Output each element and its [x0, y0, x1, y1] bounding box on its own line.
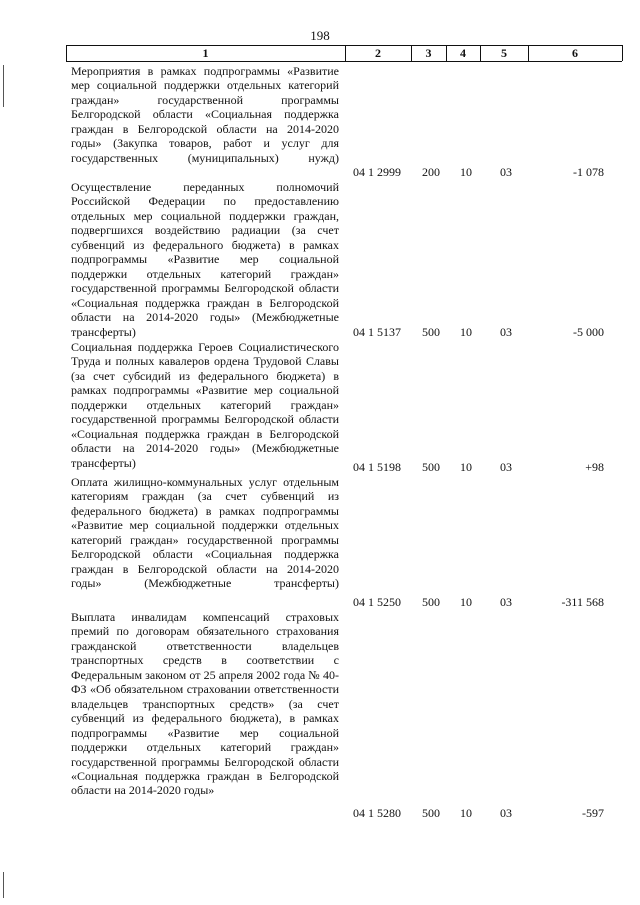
row-pr: 03	[500, 460, 512, 474]
row-description: Социальная поддержка Героев Социалистического Труда и полных кавалеров ордена Трудовой Славы (за счет субсидий из федерального бюджета) в рамках подпрограммы «Развитие мер социальной поддержки отдельных категорий граждан» государственной программы Белгородской области «Социальная поддержка граждан в Белгородской области на 2014-2020 годы» (Межбюджетные трансферты)	[71, 340, 339, 470]
row-code: 04 1 5280	[353, 806, 401, 820]
header-col-4: 4	[460, 46, 466, 60]
row-vr: 500	[422, 325, 440, 339]
row-rz: 10	[460, 165, 472, 179]
scan-edge-mark	[3, 65, 4, 107]
row-vr: 200	[422, 165, 440, 179]
header-divider	[622, 45, 623, 61]
row-rz: 10	[460, 806, 472, 820]
scan-edge-mark	[3, 872, 4, 898]
row-vr: 500	[422, 595, 440, 609]
row-description: Осуществление переданных полномочий Российской Федерации по предоставлению отдельных мер социальной поддержки граждан, подвергшихся воздействию радиации (за счет субвенций из федерального бюджета) в рамках подпрограммы «Развитие мер социальной поддержки отдельных категорий граждан» государственной программы Белгородской области «Социальная поддержка граждан в Белгородской области на 2014-2020 годы» (Межбюджетные трансферты)	[71, 180, 339, 339]
header-bottom-border	[66, 61, 622, 62]
row-amount: -1 078	[573, 165, 604, 179]
row-pr: 03	[500, 806, 512, 820]
header-col-6: 6	[572, 46, 578, 60]
row-rz: 10	[460, 325, 472, 339]
row-code: 04 1 5198	[353, 460, 401, 474]
row-rz: 10	[460, 460, 472, 474]
row-vr: 500	[422, 460, 440, 474]
row-amount: +98	[585, 460, 604, 474]
row-amount: -597	[582, 806, 604, 820]
header-col-3: 3	[425, 46, 432, 60]
row-rz: 10	[460, 595, 472, 609]
row-pr: 03	[500, 165, 512, 179]
row-description: Выплата инвалидам компенсаций страховых премий по договорам обязательного страхования гражданской ответственности владельцев транспортных средств в соответствии с Федеральным законом от 25 апреля 2002 года № 40-ФЗ «Об обязательном страховании ответственности владельцев транспортных средств» (за счет субвенций из федерального бюджета), в рамках подпрограммы «Развитие мер социальной поддержки отдельных категорий граждан» государственной программы Белгородской области «Социальная поддержка граждан в Белгородской области на 2014-2020 годы»	[71, 610, 339, 798]
row-code: 04 1 5137	[353, 325, 401, 339]
header-col-1: 1	[202, 46, 209, 60]
row-pr: 03	[500, 325, 512, 339]
row-description: Мероприятия в рамках подпрограммы «Развитие мер социальной поддержки отдельных категорий граждан» государственной программы Белгородской области «Социальная поддержка граждан в Белгородской области на 2014-2020 годы» (Закупка товаров, работ и услуг для государственных (муниципальных) нужд)	[71, 64, 339, 165]
page-number: 198	[310, 28, 330, 43]
row-amount: -311 568	[561, 595, 604, 609]
header-col-5: 5	[501, 46, 507, 60]
row-description: Оплата жилищно-коммунальных услуг отдельным категориям граждан (за счет субвенций из федерального бюджета) в рамках подпрограммы «Развитие мер социальной поддержки отдельных категорий граждан» государственной программы Белгородской области «Социальная поддержка граждан в Белгородской области на 2014-2020 годы» (Межбюджетные трансферты)	[71, 475, 339, 591]
header-col-2: 2	[375, 46, 381, 60]
row-code: 04 1 2999	[353, 165, 401, 179]
row-amount: -5 000	[573, 325, 604, 339]
row-code: 04 1 5250	[353, 595, 401, 609]
row-pr: 03	[500, 595, 512, 609]
row-vr: 500	[422, 806, 440, 820]
